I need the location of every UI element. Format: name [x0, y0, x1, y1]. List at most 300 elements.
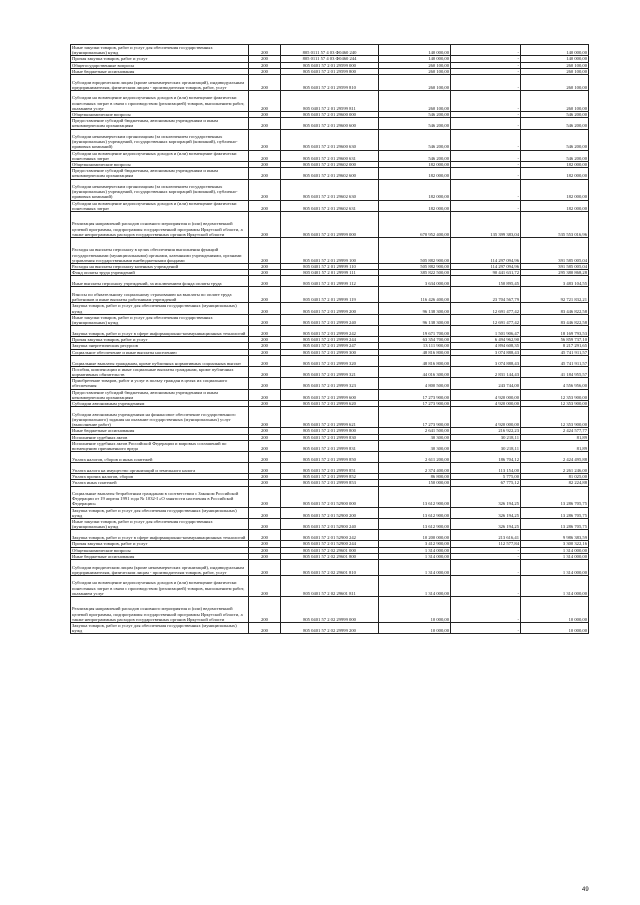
row-line-code: 200 — [249, 168, 281, 179]
row-line-code: 200 — [249, 553, 281, 559]
row-line-code: 200 — [249, 622, 281, 633]
row-name: Субсидии некоммерческим организациям (за исключением государственных (муниципальных) учреждений, государственных корпораций (компаний), публично-правовых компаний) — [71, 179, 249, 200]
row-remaining: 81 025,00 — [521, 474, 589, 480]
row-budget-code: 805 0401 57 2 01 29999 853 — [281, 480, 379, 486]
row-name: Социальные выплаты гражданам, кроме публичных нормативных социальных выплат — [71, 355, 249, 366]
row-executed: 243 744,00 — [451, 378, 521, 389]
row-remaining: 83 446 822,58 — [521, 314, 589, 325]
row-name: Прочая закупка товаров, работ и услуг — [71, 337, 249, 343]
row-name: Иные закупки товаров, работ и услуг для обеспечения государственных (муниципальных) нужд — [71, 518, 249, 529]
row-name: Закупка товаров, работ и услуг для обеспечения государственных (муниципальных) нужд — [71, 622, 249, 633]
row-remaining: 81,89 — [521, 440, 589, 451]
row-remaining: 140 000,00 — [521, 45, 589, 56]
table-row — [71, 407, 589, 428]
row-remaining: 260 100,00 — [521, 68, 589, 74]
row-remaining: 3 300 322,16 — [521, 541, 589, 547]
row-approved: 182 000,00 — [379, 200, 451, 211]
row-remaining: 1 314 000,00 — [521, 575, 589, 596]
row-executed: - — [451, 68, 521, 74]
row-budget-code: 805 0401 57 2 01 29999 300 — [281, 349, 379, 355]
table-row — [71, 452, 589, 463]
row-budget-code: 805 0401 57 2 01 29999 800 — [281, 428, 379, 434]
row-name: Фонд оплаты труда учреждений — [71, 270, 249, 276]
row-name: Прочая закупка товаров, работ и услуг — [71, 56, 249, 62]
row-name: Закупка товаров, работ и услуг в сфере информационно-коммуникационных технологий — [71, 530, 249, 541]
row-budget-code: 805 0401 57 2 01 52900 200 — [281, 507, 379, 518]
row-line-code: 200 — [249, 366, 281, 377]
row-remaining: 140 000,00 — [521, 56, 589, 62]
row-remaining: 391 585 005,04 — [521, 238, 589, 264]
row-remaining: 535 553 016,96 — [521, 212, 589, 238]
row-line-code: 200 — [249, 179, 281, 200]
row-line-code: 200 — [249, 62, 281, 68]
row-executed: 114 297 094,96 — [451, 264, 521, 270]
row-remaining: 13 286 705,75 — [521, 507, 589, 518]
row-line-code: 200 — [249, 541, 281, 547]
row-budget-code: 805 0401 57 2 01 29999 200 — [281, 303, 379, 314]
table-row — [71, 200, 589, 211]
row-remaining: 2 424 577,77 — [521, 428, 589, 434]
row-executed: 2 831 144,43 — [451, 366, 521, 377]
row-approved: 505 882 900,00 — [379, 238, 451, 264]
row-name: Социальные выплаты безработным гражданам в соответствии с Законом Российской Федерации от 19 апреля 1991 года № 1032-I «О занятости населения в Российской Федерации» — [71, 486, 249, 507]
row-line-code: 200 — [249, 378, 281, 389]
row-executed: 30 218,11 — [451, 440, 521, 451]
row-executed: 90 441 631,72 — [451, 270, 521, 276]
row-executed: - — [451, 168, 521, 179]
row-executed: 326 194,25 — [451, 486, 521, 507]
table-row — [71, 91, 589, 112]
row-line-code: 200 — [249, 264, 281, 270]
row-approved: 670 952 400,00 — [379, 212, 451, 238]
row-executed: - — [451, 75, 521, 91]
row-budget-code: 805 0401 57 2 01 29999 852 — [281, 474, 379, 480]
row-line-code: 200 — [249, 452, 281, 463]
row-line-code: 200 — [249, 440, 281, 451]
table-row — [71, 389, 589, 400]
row-executed: - — [451, 62, 521, 68]
row-name: Реализация направлений расходов основного мероприятия и (или) ведомственной целевой программы, подпрограммы государственной программы Иркутской области, а также непрограммных расходов государственных органов Иркутской области — [71, 212, 249, 238]
row-name: Субсидии на возмещение недополученных доходов и (или) возмещение фактически понесенных затрат — [71, 200, 249, 211]
row-name: Предоставление субсидий бюджетным, автономным учреждениям и иным некоммерческим организациям — [71, 168, 249, 179]
row-remaining: 41 184 955,57 — [521, 366, 589, 377]
row-budget-code: 805 0401 57 2 01 29999 621 — [281, 407, 379, 428]
row-name: Исполнение судебных актов Российской Федерации и мировых соглашений по возмещению причиненного вреда — [71, 440, 249, 451]
row-approved: 17 273 900,00 — [379, 407, 451, 428]
row-remaining: 391 585 005,04 — [521, 264, 589, 270]
row-budget-code: 805 0401 57 2 01 29602 000 — [281, 162, 379, 168]
row-name: Закупка товаров, работ и услуг для обеспечения государственных (муниципальных) нужд — [71, 303, 249, 314]
row-remaining: 2 424 495,88 — [521, 452, 589, 463]
row-name: Субсидии некоммерческим организациям (за исключением государственных (муниципальных) учреждений, государственных корпораций (компаний), публично-правовых компаний) — [71, 129, 249, 150]
row-line-code: 200 — [249, 559, 281, 575]
row-remaining: 182 000,00 — [521, 200, 589, 211]
row-budget-code: 805 0401 57 2 01 29999 320 — [281, 355, 379, 366]
row-remaining: 182 000,00 — [521, 162, 589, 168]
row-budget-code: 805 0401 57 2 01 29599 811 — [281, 91, 379, 112]
row-budget-code: 805 0401 57 2 01 52900 244 — [281, 541, 379, 547]
row-executed: 5 775,00 — [451, 474, 521, 480]
row-remaining: 81,89 — [521, 434, 589, 440]
row-approved: 140 000,00 — [379, 56, 451, 62]
row-name: Пособия, компенсации и иные социальные выплаты гражданам, кроме публичных нормативных обязательств — [71, 366, 249, 377]
row-line-code: 200 — [249, 162, 281, 168]
row-approved: 17 273 900,00 — [379, 401, 451, 407]
row-approved: 13 612 900,00 — [379, 518, 451, 529]
row-budget-code: 805 0111 57 4 03 Ф0460 244 — [281, 56, 379, 62]
table-row — [71, 179, 589, 200]
row-name: Исполнение судебных актов — [71, 434, 249, 440]
row-budget-code: 805 0401 57 2 02 29601 811 — [281, 575, 379, 596]
row-budget-code: 805 0401 57 2 01 29999 323 — [281, 378, 379, 389]
table-row — [71, 507, 589, 518]
row-executed: - — [451, 553, 521, 559]
row-line-code: 200 — [249, 480, 281, 486]
row-approved: 17 273 900,00 — [379, 389, 451, 400]
table-row — [71, 518, 589, 529]
row-executed: - — [451, 91, 521, 112]
row-name: Субсидии юридическим лицам (кроме некоммерческих организаций), индивидуальным предпринимателям, физическим лицам - производителям товаров, работ, услуг — [71, 559, 249, 575]
row-name: Уплата прочих налогов, сборов — [71, 474, 249, 480]
row-line-code: 200 — [249, 68, 281, 74]
row-executed: - — [451, 112, 521, 118]
row-budget-code: 805 0401 57 2 01 29600 630 — [281, 129, 379, 150]
row-remaining: 2 261 246,00 — [521, 463, 589, 474]
row-name: Иные выплаты персоналу учреждений, за исключением фонда оплаты труда — [71, 276, 249, 287]
row-name: Субсидии на возмещение недополученных доходов и (или) возмещение фактически понесенных затрат в связи с производством (реализацией) товаров, выполнением работ, оказанием услуг — [71, 575, 249, 596]
row-name: Иные бюджетные ассигнования — [71, 428, 249, 434]
row-budget-code: 805 0401 57 2 01 29999 831 — [281, 440, 379, 451]
row-remaining: 546 200,00 — [521, 118, 589, 129]
row-remaining: 1 314 000,00 — [521, 553, 589, 559]
row-name: Предоставление субсидий бюджетным, автономным учреждениям и иным некоммерческим организациям — [71, 389, 249, 400]
row-executed: 12 691 477,42 — [451, 314, 521, 325]
row-approved: 140 000,00 — [379, 45, 451, 56]
row-approved: 260 100,00 — [379, 75, 451, 91]
row-budget-code: 805 0401 57 2 01 29999 240 — [281, 314, 379, 325]
row-name: Приобретение товаров, работ и услуг в пользу граждан в целях их социального обеспечения — [71, 378, 249, 389]
row-line-code: 200 — [249, 463, 281, 474]
row-remaining: 546 200,00 — [521, 129, 589, 150]
row-budget-code: 805 0401 57 2 01 29600 600 — [281, 118, 379, 129]
row-line-code: 200 — [249, 112, 281, 118]
row-line-code: 200 — [249, 343, 281, 349]
row-executed: 30 218,11 — [451, 434, 521, 440]
row-remaining: 260 100,00 — [521, 91, 589, 112]
row-line-code: 200 — [249, 530, 281, 541]
table-row — [71, 378, 589, 389]
row-line-code: 200 — [249, 276, 281, 287]
table-row — [71, 486, 589, 507]
row-line-code: 200 — [249, 401, 281, 407]
row-name: Закупка товаров, работ и услуг в сфере информационно-коммуникационных технологий — [71, 326, 249, 337]
row-budget-code: 805 0401 57 2 01 29999 321 — [281, 366, 379, 377]
row-name: Уплата иных платежей — [71, 480, 249, 486]
row-approved: 44 016 300,00 — [379, 366, 451, 377]
row-executed: 6 494 962,90 — [451, 337, 521, 343]
table-row — [71, 287, 589, 303]
row-budget-code: 805 0401 57 2 01 29600 000 — [281, 112, 379, 118]
row-name: Субсидии на возмещение недополученных доходов и (или) возмещение фактически понесенных затрат — [71, 150, 249, 161]
row-name: Закупка товаров, работ и услуг для обеспечения государственных (муниципальных) нужд — [71, 507, 249, 518]
row-executed: 1 501 906,47 — [451, 326, 521, 337]
row-name: Реализация направлений расходов основного мероприятия и (или) ведомственной целевой программы, подпрограммы государственной программы Иркутской области, а также непрограммных расходов государственных органов Иркутской области — [71, 596, 249, 622]
row-approved: 86 800,00 — [379, 474, 451, 480]
row-executed: - — [451, 56, 521, 62]
row-approved: 48 816 800,00 — [379, 355, 451, 366]
row-line-code: 200 — [249, 238, 281, 264]
row-budget-code: 805 0401 57 2 01 29599 810 — [281, 75, 379, 91]
row-line-code: 200 — [249, 303, 281, 314]
row-approved: 2 611 200,00 — [379, 452, 451, 463]
row-line-code: 200 — [249, 407, 281, 428]
row-name: Субсидии на возмещение недополученных доходов и (или) возмещение фактически понесенных затрат в связи с производством (реализацией) товаров, выполнением работ, оказанием услуг — [71, 91, 249, 112]
row-budget-code: 805 0401 57 2 02 29999 000 — [281, 596, 379, 622]
row-remaining: 13 286 705,75 — [521, 518, 589, 529]
row-line-code: 200 — [249, 486, 281, 507]
row-executed: 186 704,12 — [451, 452, 521, 463]
table-row — [71, 264, 589, 270]
row-remaining: 260 100,00 — [521, 62, 589, 68]
row-approved: 63 354 700,00 — [379, 337, 451, 343]
row-line-code: 200 — [249, 118, 281, 129]
row-name: Иные закупки товаров, работ и услуг для обеспечения государственных (муниципальных) нужд — [71, 314, 249, 325]
row-remaining: 10 000,00 — [521, 622, 589, 633]
row-line-code: 200 — [249, 337, 281, 343]
row-executed: 213 616,41 — [451, 530, 521, 541]
row-remaining: 83 446 822,58 — [521, 303, 589, 314]
row-approved: 19 671 700,00 — [379, 326, 451, 337]
table-row — [71, 118, 589, 129]
row-approved: 385 822 500,00 — [379, 270, 451, 276]
row-budget-code: 805 0401 57 2 01 29999 242 — [281, 326, 379, 337]
row-approved: 1 314 000,00 — [379, 575, 451, 596]
row-budget-code: 805 0401 57 2 02 29601 800 — [281, 553, 379, 559]
row-budget-code: 805 0401 57 2 01 29999 244 — [281, 337, 379, 343]
row-executed: 67 775,12 — [451, 480, 521, 486]
row-approved: 260 100,00 — [379, 68, 451, 74]
row-name: Общеэкономические вопросы — [71, 547, 249, 553]
table-row — [71, 314, 589, 325]
row-approved: 2 374 400,00 — [379, 463, 451, 474]
row-approved: 150 000,00 — [379, 480, 451, 486]
row-line-code: 200 — [249, 389, 281, 400]
row-budget-code: 805 0401 57 2 01 29999 000 — [281, 212, 379, 238]
row-executed: 3 074 888,43 — [451, 355, 521, 366]
row-executed: 135 399 383,04 — [451, 212, 521, 238]
row-budget-code: 805 0401 57 2 01 29999 600 — [281, 389, 379, 400]
row-line-code: 200 — [249, 45, 281, 56]
row-executed: - — [451, 575, 521, 596]
row-approved: 10 000,00 — [379, 622, 451, 633]
row-executed: 4 920 000,00 — [451, 401, 521, 407]
row-budget-code: 805 0401 57 2 01 29599 800 — [281, 68, 379, 74]
row-approved: 10 200 000,00 — [379, 530, 451, 541]
row-approved: 48 816 800,00 — [379, 349, 451, 355]
row-budget-code: 805 0401 57 2 01 29999 112 — [281, 276, 379, 287]
row-name: Общеэкономические вопросы — [71, 112, 249, 118]
row-budget-code: 805 0401 57 2 01 29999 620 — [281, 401, 379, 407]
row-budget-code: 805 0401 57 2 01 29999 111 — [281, 270, 379, 276]
row-executed: 3 074 888,43 — [451, 349, 521, 355]
row-budget-code: 805 0401 57 2 01 29999 110 — [281, 264, 379, 270]
row-name: Субсидии юридическим лицам (кроме некоммерческих организаций), индивидуальным предпринимателям, физическим лицам - производителям товаров, работ, услуг — [71, 75, 249, 91]
row-name: Уплата налога на имущество организаций и земельного налога — [71, 463, 249, 474]
row-remaining: 12 353 900,00 — [521, 401, 589, 407]
row-approved: 182 000,00 — [379, 168, 451, 179]
row-approved: 3 634 000,00 — [379, 276, 451, 287]
row-remaining: 182 000,00 — [521, 179, 589, 200]
row-approved: 2 641 500,00 — [379, 428, 451, 434]
row-budget-code: 805 0401 57 2 01 29999 851 — [281, 463, 379, 474]
row-line-code: 200 — [249, 518, 281, 529]
row-budget-code: 805 0401 57 2 01 29999 119 — [281, 287, 379, 303]
row-approved: 182 000,00 — [379, 162, 451, 168]
row-name: Общеэкономические вопросы — [71, 162, 249, 168]
row-executed: 12 691 477,42 — [451, 303, 521, 314]
row-approved: 4 800 500,00 — [379, 378, 451, 389]
row-remaining: 13 286 705,75 — [521, 486, 589, 507]
row-approved: 546 200,00 — [379, 129, 451, 150]
row-remaining: 9 986 383,59 — [521, 530, 589, 541]
row-remaining: 45 741 911,57 — [521, 349, 589, 355]
page-number: 49 — [582, 887, 589, 893]
table-row — [71, 303, 589, 314]
table-row — [71, 575, 589, 596]
row-remaining: 18 169 793,53 — [521, 326, 589, 337]
row-budget-code: 805 0401 57 2 01 29600 631 — [281, 150, 379, 161]
row-line-code: 200 — [249, 200, 281, 211]
row-line-code: 200 — [249, 129, 281, 150]
table-row — [71, 276, 589, 287]
table-row — [71, 212, 589, 238]
expenditure-table-body — [71, 45, 589, 634]
row-approved: 1 314 000,00 — [379, 559, 451, 575]
row-budget-code: 805 0401 57 2 01 29999 247 — [281, 343, 379, 349]
row-remaining: 3 483 104,55 — [521, 276, 589, 287]
row-executed: - — [451, 200, 521, 211]
row-name: Расходы на выплаты персоналу в целях обеспечения выполнения функций государственными (муниципальными) органами, казенными учреждениями, органами управления государственными внебюджетными фондами — [71, 238, 249, 264]
table-row — [71, 168, 589, 179]
row-remaining: 10 000,00 — [521, 596, 589, 622]
row-name: Иные бюджетные ассигнования — [71, 553, 249, 559]
row-executed: 150 895,45 — [451, 276, 521, 287]
table-row — [71, 559, 589, 575]
row-approved: 1 314 000,00 — [379, 553, 451, 559]
row-line-code: 200 — [249, 287, 281, 303]
row-name: Уплата налогов, сборов и иных платежей — [71, 452, 249, 463]
row-executed: 326 194,25 — [451, 518, 521, 529]
row-budget-code: 805 0401 57 2 01 29602 600 — [281, 168, 379, 179]
row-budget-code: 805 0401 57 2 01 29599 000 — [281, 62, 379, 68]
row-executed: 4 894 608,35 — [451, 343, 521, 349]
row-approved: 546 200,00 — [379, 112, 451, 118]
row-name: Расходы на выплаты персоналу казенных учреждений — [71, 264, 249, 270]
row-executed: - — [451, 118, 521, 129]
row-name: Субсидии автономным учреждениям на финансовое обеспечение государственного (муниципального) задания на оказание государственных (муниципальных) услуг (выполнение работ) — [71, 407, 249, 428]
row-line-code: 200 — [249, 355, 281, 366]
row-approved: 96 138 300,00 — [379, 314, 451, 325]
row-line-code: 200 — [249, 314, 281, 325]
table-row — [71, 238, 589, 264]
row-line-code: 200 — [249, 326, 281, 337]
row-line-code: 200 — [249, 474, 281, 480]
row-line-code: 200 — [249, 150, 281, 161]
table-row — [71, 349, 589, 355]
row-remaining: 1 314 000,00 — [521, 547, 589, 553]
table-row — [71, 129, 589, 150]
row-executed: 23 704 567,79 — [451, 287, 521, 303]
table-row — [71, 440, 589, 451]
row-line-code: 200 — [249, 91, 281, 112]
row-budget-code: 805 0401 57 2 01 29999 100 — [281, 238, 379, 264]
row-remaining: 12 353 900,00 — [521, 389, 589, 400]
row-approved: 13 111 900,00 — [379, 343, 451, 349]
row-line-code: 200 — [249, 56, 281, 62]
row-executed: - — [451, 559, 521, 575]
row-remaining: 82 224,88 — [521, 480, 589, 486]
row-approved: 13 612 900,00 — [379, 486, 451, 507]
expenditure-table — [70, 44, 589, 634]
row-name: Предоставление субсидий бюджетным, автономным учреждениям и иным некоммерческим организациям — [71, 118, 249, 129]
row-budget-code: 805 0401 57 2 01 29999 850 — [281, 452, 379, 463]
table-row — [71, 75, 589, 91]
row-executed: 216 922,23 — [451, 428, 521, 434]
row-approved: 260 100,00 — [379, 62, 451, 68]
row-line-code: 200 — [249, 212, 281, 238]
row-remaining: 546 200,00 — [521, 112, 589, 118]
row-executed: - — [451, 150, 521, 161]
row-remaining: 182 000,00 — [521, 168, 589, 179]
row-budget-code: 805 0401 57 2 01 29602 630 — [281, 179, 379, 200]
row-name: Закупка энергетических ресурсов — [71, 343, 249, 349]
row-budget-code: 805 0401 57 2 01 29602 631 — [281, 200, 379, 211]
row-executed: - — [451, 45, 521, 56]
row-line-code: 200 — [249, 75, 281, 91]
row-budget-code: 805 0401 57 2 01 52900 242 — [281, 530, 379, 541]
row-approved: 546 200,00 — [379, 118, 451, 129]
row-name: Прочая закупка товаров, работ и услуг — [71, 541, 249, 547]
table-row — [71, 326, 589, 337]
row-name: Иные закупки товаров, работ и услуг для обеспечения государственных (муниципальных) нужд — [71, 45, 249, 56]
row-approved: 30 300,00 — [379, 434, 451, 440]
row-remaining: 4 556 956,00 — [521, 378, 589, 389]
row-executed: 114 297 094,96 — [451, 238, 521, 264]
row-executed: 113 154,00 — [451, 463, 521, 474]
table-row — [71, 150, 589, 161]
row-remaining: 56 859 737,10 — [521, 337, 589, 343]
table-row — [71, 530, 589, 541]
table-row — [71, 355, 589, 366]
row-approved: 30 300,00 — [379, 440, 451, 451]
row-approved: 116 426 400,00 — [379, 287, 451, 303]
row-remaining: 1 314 000,00 — [521, 559, 589, 575]
row-executed: 4 920 000,00 — [451, 389, 521, 400]
row-approved: 13 612 900,00 — [379, 507, 451, 518]
row-line-code: 200 — [249, 575, 281, 596]
row-budget-code: 805 0401 57 2 01 29999 830 — [281, 434, 379, 440]
row-line-code: 200 — [249, 547, 281, 553]
row-approved: 546 200,00 — [379, 150, 451, 161]
row-name: Иные бюджетные ассигнования — [71, 68, 249, 74]
row-remaining: 546 200,00 — [521, 150, 589, 161]
row-approved: 1 314 000,00 — [379, 547, 451, 553]
row-remaining: 8 217 291,65 — [521, 343, 589, 349]
row-line-code: 200 — [249, 349, 281, 355]
row-executed: - — [451, 179, 521, 200]
row-name: Взносы по обязательному социальному страхованию на выплаты по оплате труда работников и иные выплаты работникам учреждений — [71, 287, 249, 303]
row-line-code: 200 — [249, 434, 281, 440]
